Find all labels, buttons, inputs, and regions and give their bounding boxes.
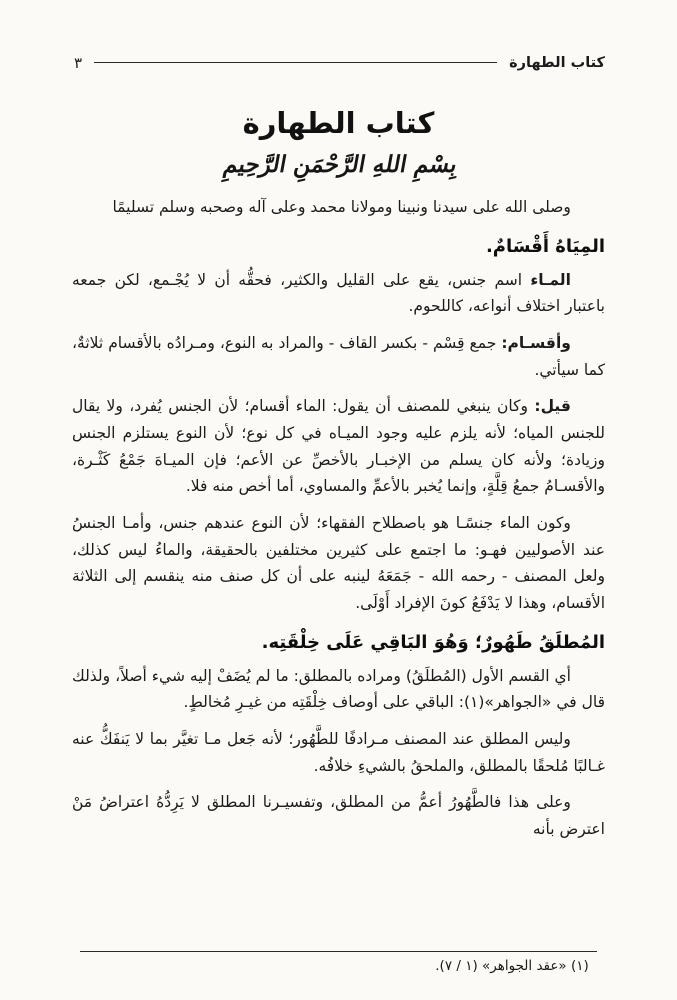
- paragraph-qila-objection: [72, 393, 605, 500]
- paragraph-mutlaq-explanation: [72, 663, 605, 716]
- paragraph-jins-discussion: [72, 510, 605, 617]
- book-title: كتاب الطهارة: [242, 106, 435, 140]
- paragraph-lead: وأقسـام:: [501, 333, 571, 352]
- paragraph-text: وعلى هذا فالطَّهُورُ أعمُّ من المطلق، وتفسيـرنا المطلق لا يَرِدُّهُ اعتراضُ مَنْ اعترض بأنه: [72, 793, 605, 838]
- basmala-calligraphy: بِسْمِ اللهِ الرَّحْمَنِ الرَّحِيمِ: [220, 152, 457, 178]
- page-header: [72, 52, 605, 74]
- paragraph-text: أي القسم الأول (المُطلَقُ) ومراده بالمطلق: ما لم يُضَفْ إليه شيء أصلاً، ولذلك قال في «الجواهر»(١): الباقي على أوصاف خِلْقَتِه من غيـرِ مُخالطٍ.: [72, 666, 605, 712]
- paragraph-lead: المـاء: [530, 270, 571, 289]
- paragraph-text: جمع قِسْم - بكسر القاف - والمراد به النوع، ومـرادُه بالأقسام ثلاثةٌ، كما سيأتي.: [72, 333, 605, 379]
- footnote-area: [72, 945, 605, 974]
- paragraph-aqsam-definition: [72, 330, 605, 383]
- paragraph-mutlaq-tahur-difference: [72, 726, 605, 779]
- paragraph-text: وكون الماء جنسًـا هو باصطلاح الفقهاء؛ لأن النوع عندهم جنس، وأمـا الجنسُ عند الأصوليين فهـو: ما اجتمع على كثيرين مختلفين بالحقيقة، والماءُ ليس كذلك، ولعل المصنف - رحمه الله - جَمَعَهُ لينبه على أن كل صنف منه ينقسم إلى الثلاثة الأقسام، وهذا لا يَدْفَعُ كونَ الإفراد أَوْلَى.: [72, 513, 605, 612]
- page-number: ٣: [74, 54, 83, 72]
- paragraph-text: اسم جنس، يقع على القليل والكثير، فحقُّه أن لا يُجْـمع، لكن جمعه باعتبار اختلاف أنواعه، كاللحوم.: [72, 270, 605, 316]
- header-rule: [94, 62, 497, 66]
- paragraph-tahur-general: [72, 789, 605, 842]
- paragraph-text: وكان ينبغي للمصنف أن يقول: الماء أقسام؛ لأن الجنس يُفرد، ولا يقال للجنس المياه؛ لأنه يلزم عليه وجود الميـاه في كل نوع؛ لأن النوع يستلزم الجنس وزيادة؛ ولأنه كان يسلم من الإخبـار بالأخصِّ عن الأعم؛ فإن الميـاهَ جَمْعُ كَثْـرة، والأقسـامُ جمعُ قِلَّةٍ، وإنما يُخبر بالأعمِّ والمساوي، أما أخص منه فلا.: [72, 397, 605, 496]
- paragraph-water-definition: [72, 267, 605, 320]
- section-heading-mutlaq: المُطلَقُ طَهُورٌ؛ وَهُوَ البَاقِي عَلَى خِلْقَتِه.: [261, 631, 605, 653]
- footnote-text: (١) «عقد الجواهر» (١ / ٧).: [435, 958, 589, 974]
- footnote-separator: [80, 951, 597, 952]
- running-title: كتاب الطهارة: [509, 55, 605, 71]
- paragraph-lead: قيل:: [534, 397, 571, 416]
- salawat-line: وصلى الله على سيدنا ونبينا ومولانا محمد وعلى آله وصحبه وسلم تسليمًا: [112, 198, 571, 216]
- section-heading-waters: المِيَاهُ أَقْسَامٌ.: [485, 235, 605, 257]
- paragraph-text: وليس المطلق عند المصنف مـرادفًا للطَّهُور؛ لأنه جَعل مـا تغيَّر بما لا يَنفَكُّ عنه غـالبًا مُلحقًا بالمطلق، والملحقُ بالشيءِ خلافُه.: [72, 729, 605, 775]
